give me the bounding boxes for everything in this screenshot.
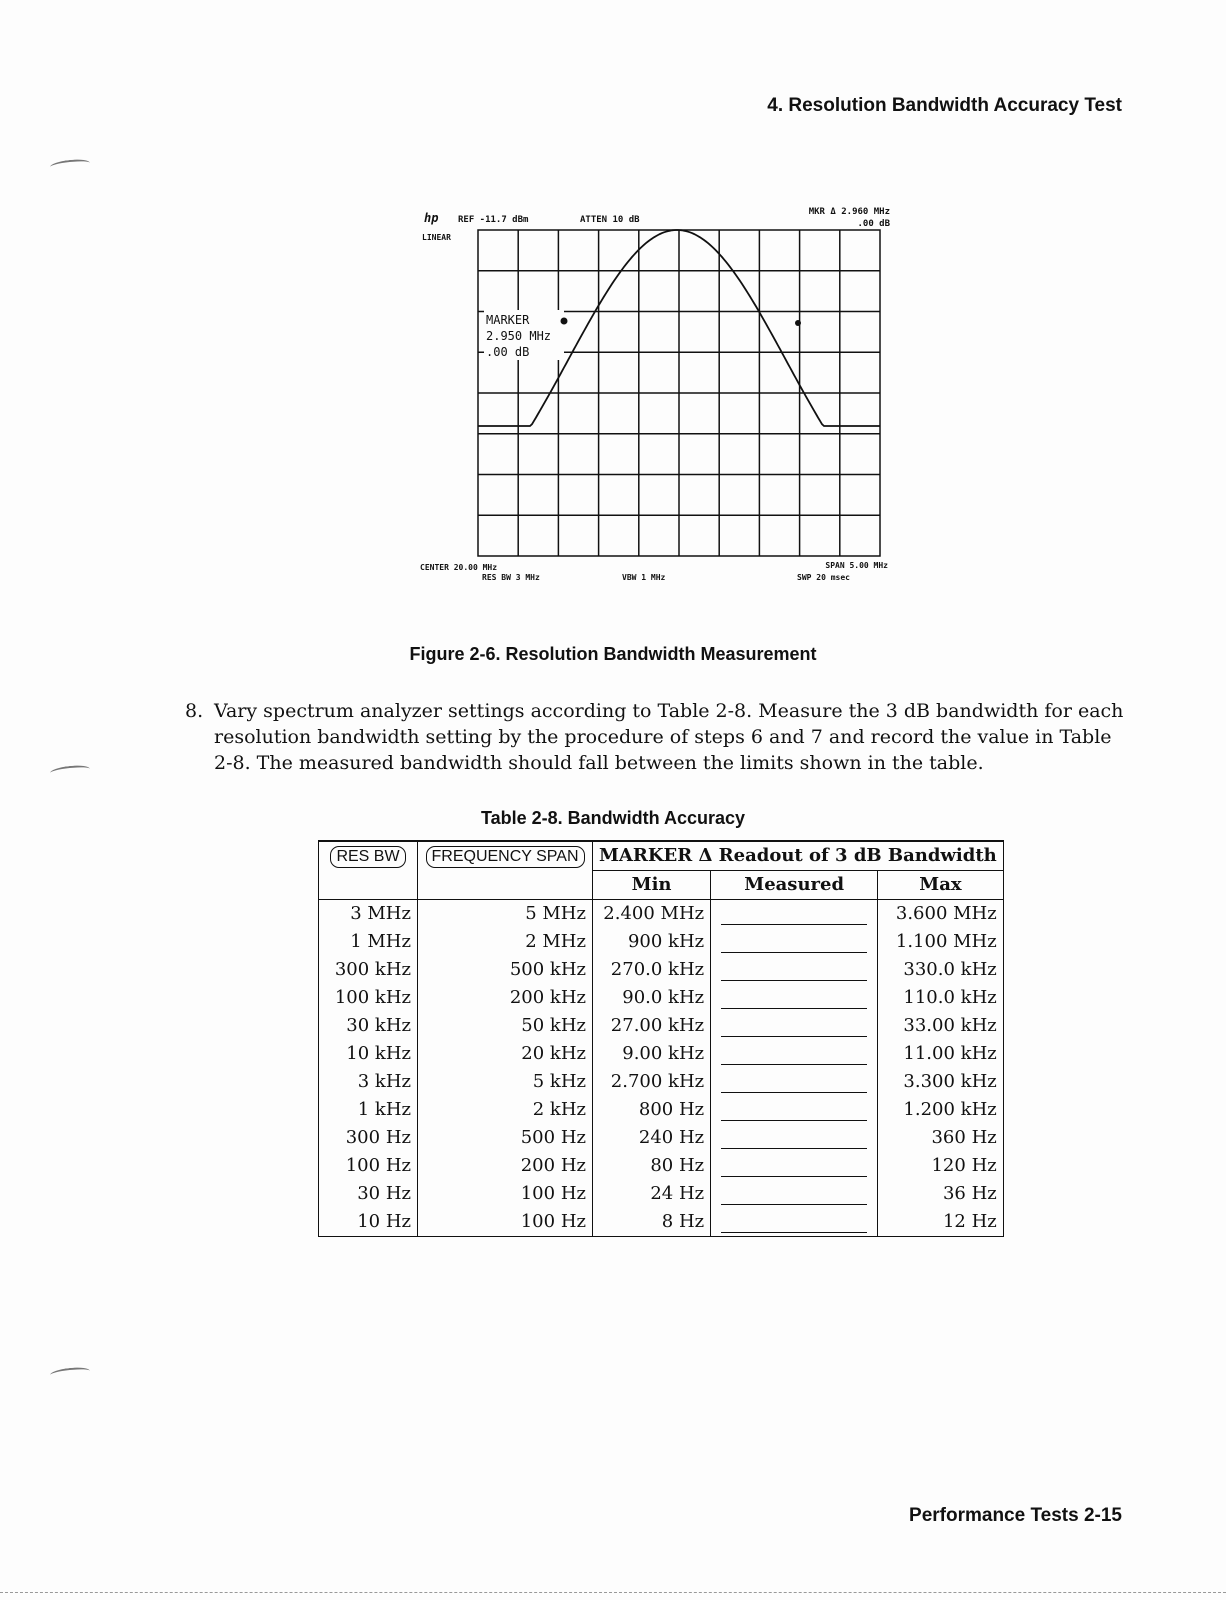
table-row [319, 928, 1004, 956]
cell-frequency-span: 500 kHz [418, 956, 593, 984]
step-text: Vary spectrum analyzer settings according to Table 2-8. Measure the 3 dB bandwidth for each resolution bandwidth setting by the procedure of steps 6 and 7 and record the value in Table 2-8. The measured bandwidth should fall between the limits shown in the table. [214, 700, 1124, 774]
cell-max: 360 Hz [878, 1124, 1004, 1152]
cell-res-bw: 1 MHz [319, 928, 418, 956]
header-measured: Measured [711, 871, 878, 900]
scale-readout: LINEAR [422, 233, 451, 242]
cell-res-bw: 100 Hz [319, 1152, 418, 1180]
handwritten-entry [721, 1100, 867, 1121]
marker-frequency: 2.950 MHz [486, 329, 552, 343]
cell-min: 2.700 kHz [593, 1068, 711, 1096]
handwritten-entry [721, 932, 867, 953]
marker-amplitude: .00 dB [486, 345, 530, 359]
handwritten-entry [721, 1156, 867, 1177]
table-row [319, 1124, 1004, 1152]
cell-min: 8 Hz [593, 1208, 711, 1237]
cell-max: 12 Hz [878, 1208, 1004, 1237]
cell-frequency-span: 200 kHz [418, 984, 593, 1012]
bandwidth-accuracy-table [318, 840, 1004, 1237]
table-row [319, 1180, 1004, 1208]
header-min: Min [593, 871, 711, 900]
table-row [319, 1152, 1004, 1180]
graticule [478, 230, 880, 556]
ref-level-readout: REF -11.7 dBm [458, 215, 529, 225]
delta-marker-dot [795, 320, 801, 326]
center-frequency-readout: CENTER 20.00 MHz [420, 563, 498, 572]
table-row [319, 1012, 1004, 1040]
table-row [319, 984, 1004, 1012]
cell-min: 270.0 kHz [593, 956, 711, 984]
cell-res-bw: 1 kHz [319, 1096, 418, 1124]
cell-measured [711, 1180, 878, 1208]
handwritten-entry [721, 1072, 867, 1093]
handwritten-entry [721, 1128, 867, 1149]
header-max: Max [878, 871, 1004, 900]
cell-frequency-span: 100 Hz [418, 1180, 593, 1208]
cell-min: 900 kHz [593, 928, 711, 956]
spectrum-analyzer-display [410, 200, 920, 600]
cell-measured [711, 956, 878, 984]
cell-measured [711, 1152, 878, 1180]
cell-measured [711, 1012, 878, 1040]
cell-res-bw: 10 Hz [319, 1208, 418, 1237]
cell-min: 90.0 kHz [593, 984, 711, 1012]
cell-max: 120 Hz [878, 1152, 1004, 1180]
table-title: Table 2-8. Bandwidth Accuracy [480, 808, 746, 828]
cell-frequency-span: 200 Hz [418, 1152, 593, 1180]
cell-res-bw: 300 kHz [319, 956, 418, 984]
cell-frequency-span: 100 Hz [418, 1208, 593, 1237]
res-bw-readout: RES BW 3 MHz [482, 573, 540, 582]
step-number: 8. [185, 700, 204, 722]
marker-label: MARKER [486, 313, 530, 327]
page-header-title: 4. Resolution Bandwidth Accuracy Test [767, 95, 1122, 116]
cell-res-bw: 300 Hz [319, 1124, 418, 1152]
handwritten-entry [721, 1184, 867, 1205]
cell-min: 9.00 kHz [593, 1040, 711, 1068]
table-row [319, 1040, 1004, 1068]
cell-frequency-span: 500 Hz [418, 1124, 593, 1152]
cell-min: 2.400 MHz [593, 900, 711, 929]
cell-measured [711, 1040, 878, 1068]
handwritten-entry [721, 988, 867, 1009]
cell-measured [711, 900, 878, 929]
cell-min: 240 Hz [593, 1124, 711, 1152]
handwritten-entry [721, 1044, 867, 1065]
table-row [319, 956, 1004, 984]
header-frequency-span: FREQUENCY SPAN [418, 841, 593, 871]
cell-max: 110.0 kHz [878, 984, 1004, 1012]
cell-res-bw: 3 MHz [319, 900, 418, 929]
page-edge [0, 1592, 1226, 1593]
hp-logo: hp [424, 211, 439, 225]
cell-max: 330.0 kHz [878, 956, 1004, 984]
table-row [319, 1096, 1004, 1124]
cell-min: 800 Hz [593, 1096, 711, 1124]
cell-measured [711, 1124, 878, 1152]
binder-mark [50, 158, 91, 172]
cell-res-bw: 100 kHz [319, 984, 418, 1012]
binder-mark [50, 764, 91, 778]
vbw-readout: VBW 1 MHz [622, 573, 666, 582]
page-footer: Performance Tests 2-15 [909, 1505, 1122, 1526]
cell-min: 24 Hz [593, 1180, 711, 1208]
cell-frequency-span: 5 MHz [418, 900, 593, 929]
cell-frequency-span: 5 kHz [418, 1068, 593, 1096]
cell-res-bw: 10 kHz [319, 1040, 418, 1068]
cell-measured [711, 984, 878, 1012]
attenuation-readout: ATTEN 10 dB [580, 215, 640, 225]
cell-max: 33.00 kHz [878, 1012, 1004, 1040]
cell-min: 80 Hz [593, 1152, 711, 1180]
sweep-time-readout: SWP 20 msec [797, 573, 850, 582]
cell-frequency-span: 2 MHz [418, 928, 593, 956]
handwritten-entry [721, 960, 867, 981]
cell-res-bw: 3 kHz [319, 1068, 418, 1096]
cell-frequency-span: 20 kHz [418, 1040, 593, 1068]
cell-frequency-span: 50 kHz [418, 1012, 593, 1040]
binder-mark [50, 1366, 91, 1380]
cell-frequency-span: 2 kHz [418, 1096, 593, 1124]
marker-delta-amplitude: .00 dB [857, 219, 890, 229]
cell-max: 3.600 MHz [878, 900, 1004, 929]
table-row [319, 900, 1004, 929]
handwritten-entry [721, 904, 867, 925]
table-row [319, 1208, 1004, 1237]
table-row [319, 1068, 1004, 1096]
cell-max: 11.00 kHz [878, 1040, 1004, 1068]
header-res-bw: RES BW [319, 841, 418, 871]
cell-max: 1.100 MHz [878, 928, 1004, 956]
cell-measured [711, 1068, 878, 1096]
handwritten-entry [721, 1016, 867, 1037]
cell-measured [711, 1208, 878, 1237]
marker-dot [561, 318, 568, 325]
cell-measured [711, 1096, 878, 1124]
marker-delta-readout: MKR Δ 2.960 MHz [808, 207, 890, 217]
figure-caption: Figure 2-6. Resolution Bandwidth Measurement [409, 644, 817, 664]
cell-res-bw: 30 Hz [319, 1180, 418, 1208]
cell-max: 36 Hz [878, 1180, 1004, 1208]
handwritten-entry [721, 1212, 867, 1233]
marker-annotation [484, 310, 564, 360]
span-readout: SPAN 5.00 MHz [825, 561, 888, 570]
cell-max: 1.200 kHz [878, 1096, 1004, 1124]
header-marker-readout: MARKER Δ Readout of 3 dB Bandwidth [593, 841, 1004, 871]
cell-res-bw: 30 kHz [319, 1012, 418, 1040]
cell-measured [711, 928, 878, 956]
cell-max: 3.300 kHz [878, 1068, 1004, 1096]
cell-min: 27.00 kHz [593, 1012, 711, 1040]
procedure-step [185, 698, 1125, 776]
